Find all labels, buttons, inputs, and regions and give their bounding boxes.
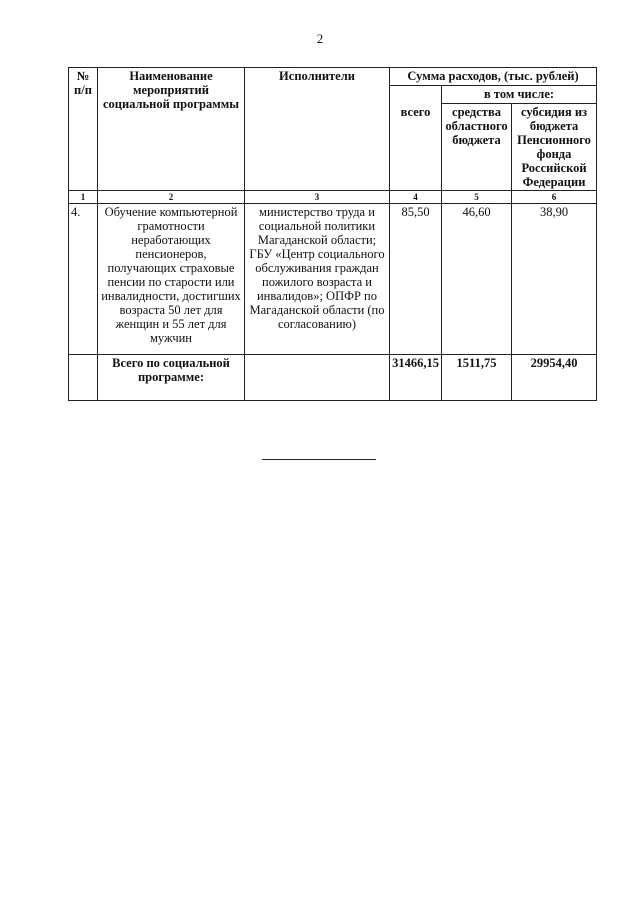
totals-pension-fund-subsidy: 29954,40 [512, 355, 597, 401]
totals-label: Всего по социальной программе: [98, 355, 245, 401]
column-number: 6 [512, 191, 597, 204]
totals-empty-cell [245, 355, 390, 401]
header-total-blank [390, 86, 442, 104]
column-number-row [69, 191, 597, 204]
row-total: 85,50 [390, 204, 442, 355]
header-row-1 [69, 68, 597, 86]
header-including: в том числе: [442, 86, 597, 104]
totals-row [69, 355, 597, 401]
column-number: 4 [390, 191, 442, 204]
totals-empty-cell [69, 355, 98, 401]
table-row [69, 204, 597, 355]
column-number: 1 [69, 191, 98, 204]
header-executors: Исполнители [245, 68, 390, 191]
row-executors: министерство труда и социальной политики Магаданской области; ГБУ «Центр социального обслуживания граждан пожилого возраста и инвалидов»; ОПФР по Магаданской области (по согласованию) [245, 204, 390, 355]
row-number: 4. [69, 204, 98, 355]
header-activity-name: Наименование мероприятий социальной программы [98, 68, 245, 191]
totals-total: 31466,15 [390, 355, 442, 401]
header-total: всего [390, 104, 442, 191]
row-regional-budget: 46,60 [442, 204, 512, 355]
header-number: № п/п [69, 68, 98, 191]
end-divider-line [262, 459, 376, 460]
row-pension-fund-subsidy: 38,90 [512, 204, 597, 355]
header-sum: Сумма расходов, (тыс. рублей) [390, 68, 597, 86]
totals-regional-budget: 1511,75 [442, 355, 512, 401]
row-activity-name: Обучение компьютерной грамотности неработающих пенсионеров, получающих страховые пенсии по старости или инвалидности, достигших возраста 50 лет для женщин и 55 лет для мужчин [98, 204, 245, 355]
page-number: 2 [316, 31, 324, 46]
expenses-table [68, 67, 597, 401]
column-number: 5 [442, 191, 512, 204]
column-number: 3 [245, 191, 390, 204]
column-number: 2 [98, 191, 245, 204]
header-pension-fund-subsidy: субсидия из бюджета Пенсионного фонда Российской Федерации [512, 104, 597, 191]
header-regional-budget: средства областного бюджета [442, 104, 512, 191]
